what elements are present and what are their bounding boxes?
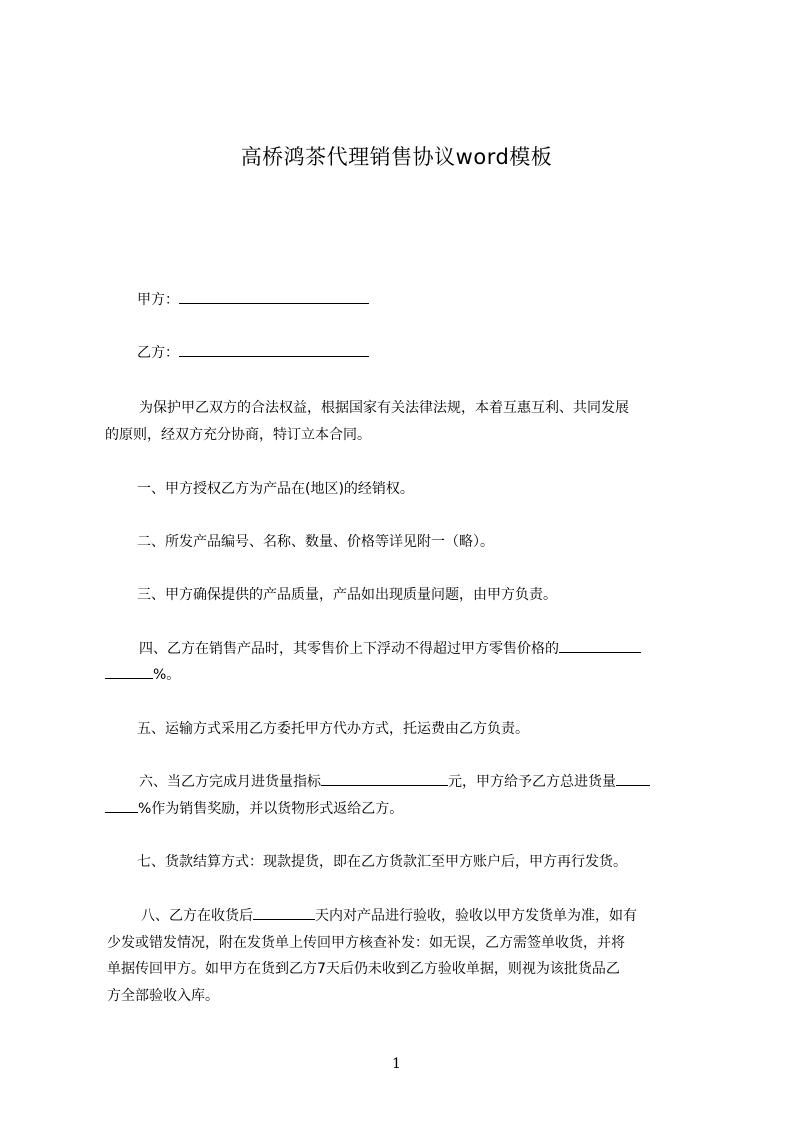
party-a-line — [137, 289, 369, 311]
clause-8-line-4: 方全部验收入库。 — [107, 988, 219, 1004]
clause-6-blank-a — [321, 771, 448, 786]
clause-6-part-1: 六、当乙方完成月进货量指标 — [139, 774, 321, 790]
clause-3: 三、甲方确保提供的产品质量，产品如出现质量问题，由甲方负责。 — [137, 587, 557, 603]
clause-4-suffix: %。 — [153, 667, 181, 683]
clause-8-part-1: 八、乙方在收货后 — [141, 908, 253, 924]
clause-6-blank-c — [105, 798, 138, 813]
party-a-blank — [179, 289, 369, 304]
clause-8-line-2: 少发或错发情况，附在发货单上传回甲方核查补发：如无误，乙方需签单收货，并将 — [107, 935, 625, 951]
clause-8-part-2: 天内对产品进行验收，验收以甲方发货单为准，如有 — [315, 908, 637, 924]
clause-6-line-1 — [139, 771, 650, 793]
clause-6-blank-b — [616, 771, 650, 786]
clause-8-line-1 — [141, 905, 637, 927]
clause-4-line-2 — [105, 664, 180, 686]
clause-1: 一、甲方授权乙方为产品在(地区)的经销权。 — [137, 481, 414, 497]
party-b-line — [137, 342, 369, 364]
clause-6-line-2 — [105, 798, 403, 820]
clause-8-line-3: 单据传回甲方。如甲方在货到乙方7天后仍未收到乙方验收单据，则视为该批货品乙 — [107, 961, 620, 977]
party-b-blank — [179, 342, 369, 357]
clause-2: 二、所发产品编号、名称、数量、价格等详见附一（略）。 — [137, 534, 494, 550]
party-b-label: 乙方： — [137, 345, 179, 361]
clause-4-blank-b — [105, 664, 153, 679]
preamble-line-2: 的原则，经双方充分协商，特订立本合同。 — [105, 427, 371, 443]
document-title: 高桥鸿茶代理销售协议word模板 — [240, 145, 553, 169]
preamble-line-1: 为保护甲乙双方的合法权益，根据国家有关法律法规，本着互惠互利、共同发展 — [139, 400, 629, 416]
clause-4-text: 四、乙方在销售产品时，其零售价上下浮动不得超过甲方零售价格的 — [139, 641, 559, 657]
page-number: 1 — [392, 1056, 401, 1072]
clause-8-blank — [253, 905, 315, 920]
clause-5: 五、运输方式采用乙方委托甲方代办方式，托运费由乙方负责。 — [137, 721, 529, 737]
clause-6-suffix: %作为销售奖励，并以货物形式返给乙方。 — [138, 801, 404, 817]
clause-7: 七、货款结算方式：现款提货，即在乙方货款汇至甲方账户后，甲方再行发货。 — [137, 854, 627, 870]
clause-4-line-1 — [139, 638, 641, 660]
clause-4-blank-a — [559, 638, 641, 653]
party-a-label: 甲方： — [137, 292, 179, 308]
clause-6-part-2: 元，甲方给予乙方总进货量 — [448, 774, 616, 790]
